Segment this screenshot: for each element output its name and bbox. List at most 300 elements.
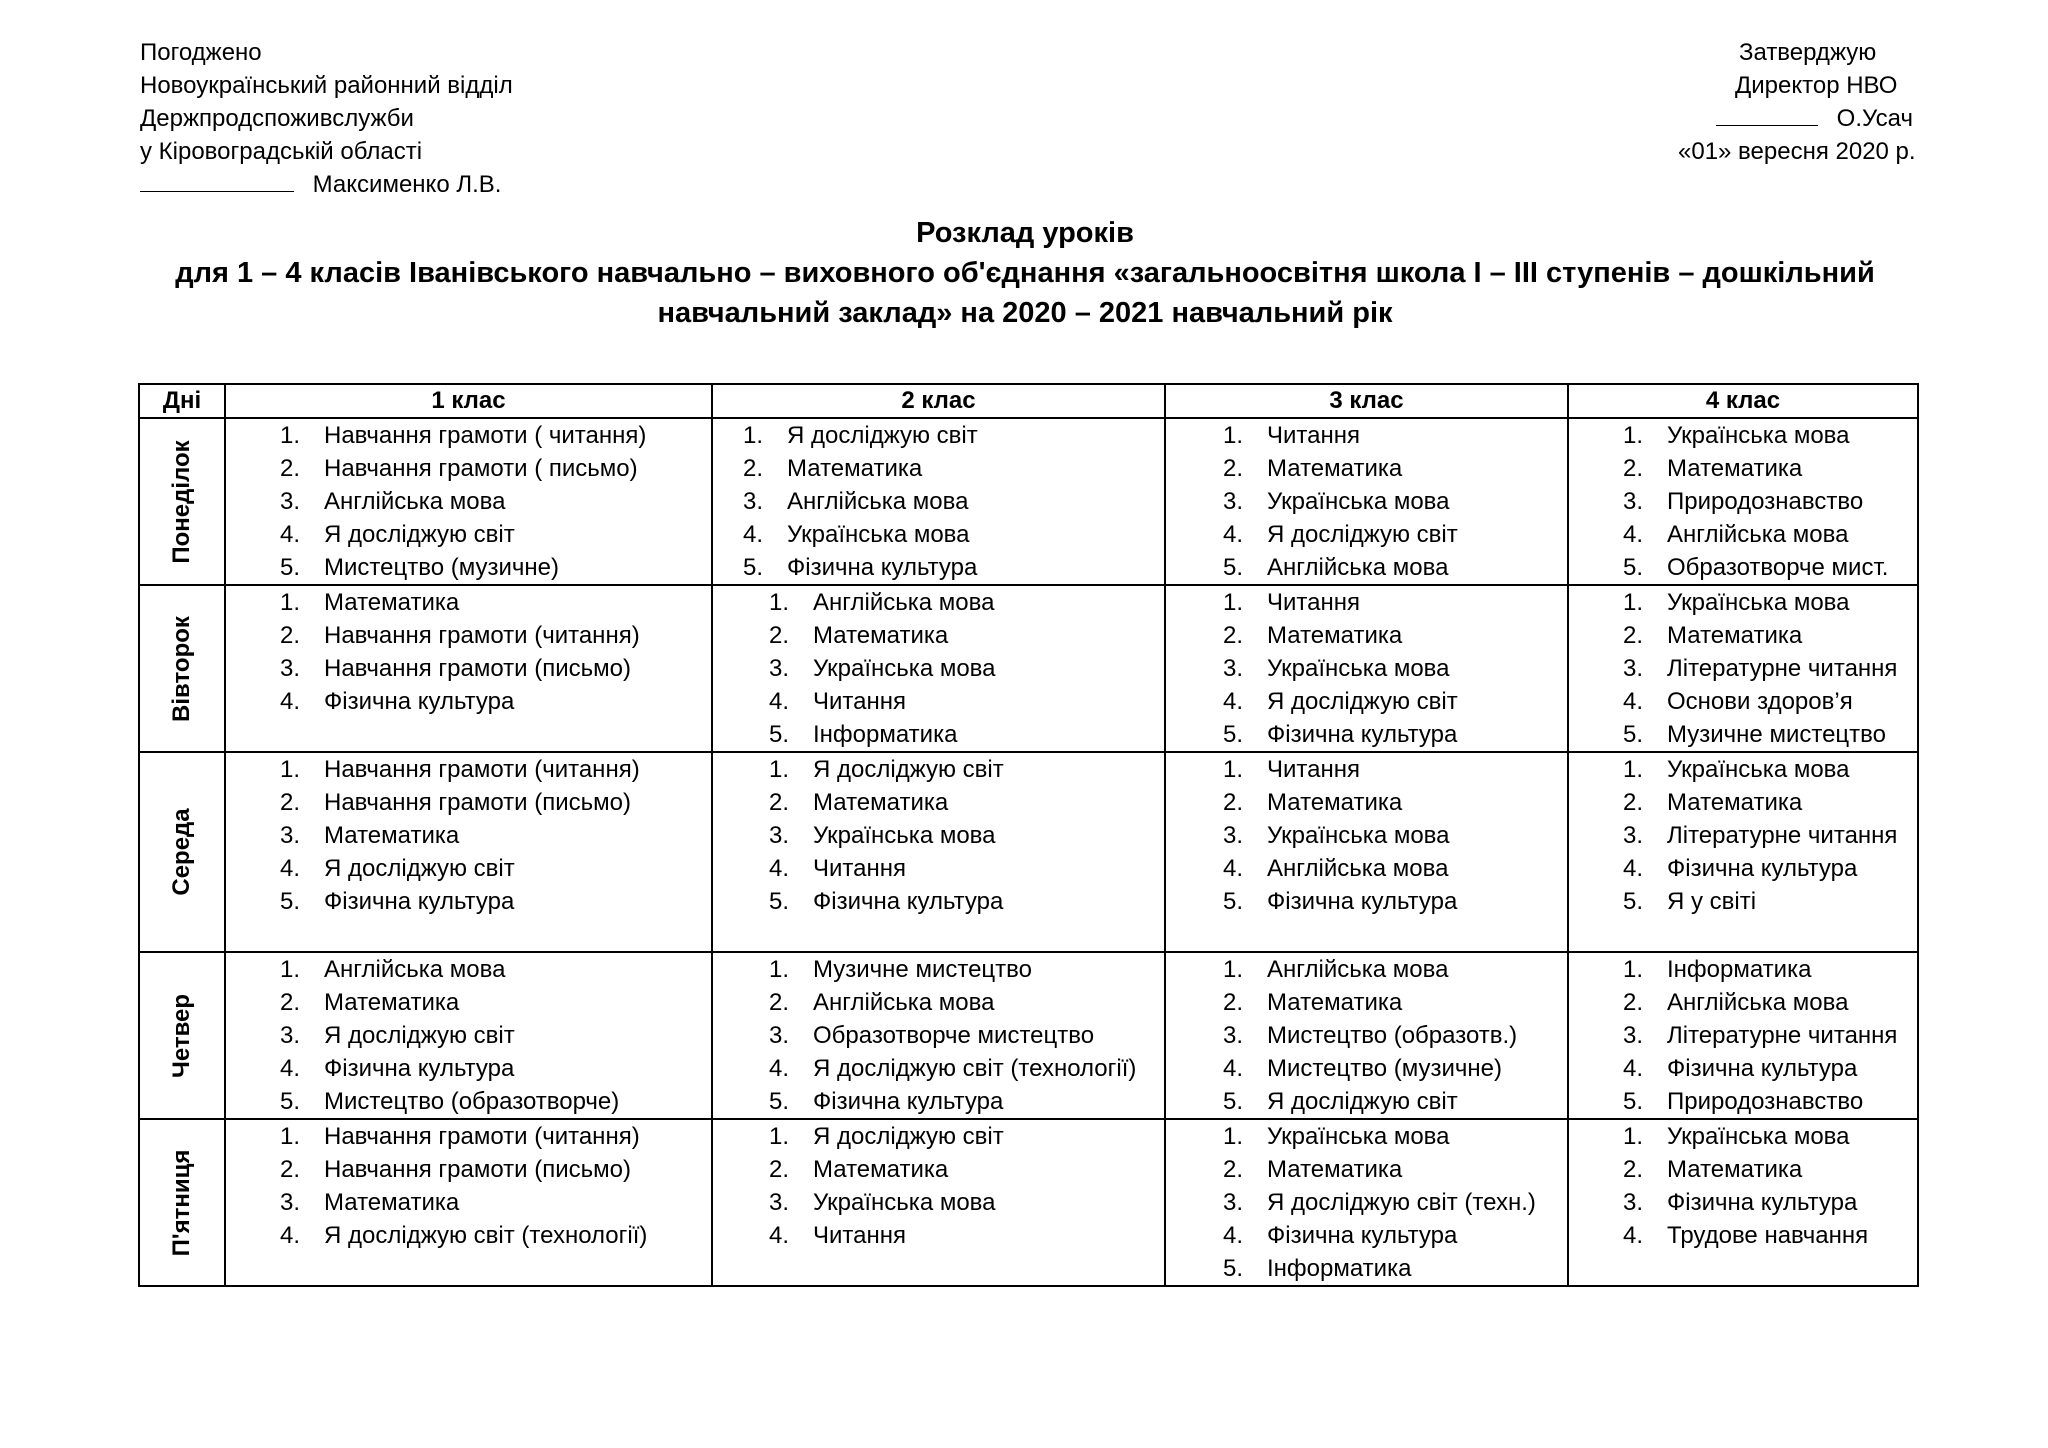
lesson-item: [1166, 685, 1567, 718]
lesson-item: [1569, 718, 1917, 751]
lesson-subject: Я досліджую світ: [787, 422, 978, 449]
lesson-subject: Англійська мова: [1667, 989, 1849, 1016]
lesson-number: 3.: [1623, 1189, 1644, 1216]
lesson-number: 2.: [1223, 1156, 1244, 1183]
lesson-subject: Математика: [324, 822, 460, 849]
lesson-number: 4.: [1223, 1055, 1244, 1082]
lesson-number: 5.: [1623, 888, 1644, 915]
lesson-item: [1166, 1019, 1567, 1052]
class-2-cell: [712, 418, 1165, 585]
lesson-item: [226, 619, 711, 652]
lesson-subject: Читання: [1267, 422, 1360, 449]
lesson-item: [713, 1019, 1164, 1052]
lesson-subject: Математика: [324, 989, 460, 1016]
class-2-cell: [712, 585, 1165, 752]
lesson-subject: Мистецтво (музичне): [1267, 1055, 1502, 1082]
class-4-cell: [1568, 752, 1918, 952]
lesson-number: 5.: [1223, 721, 1244, 748]
lesson-item: [713, 1219, 1164, 1252]
lesson-subject: Я досліджую світ: [324, 1022, 515, 1049]
lesson-subject: Математика: [324, 1189, 460, 1216]
lesson-number: 3.: [280, 822, 301, 849]
lesson-item: [713, 753, 1164, 786]
lesson-subject: Я досліджую світ: [324, 855, 515, 882]
lesson-item: [1569, 518, 1917, 551]
day-label: Четвер: [168, 993, 195, 1078]
lesson-number: 1.: [280, 956, 301, 983]
header-class-1: 1 клас: [225, 384, 712, 418]
lesson-item: [1569, 852, 1917, 885]
lesson-item: [226, 819, 711, 852]
lesson-number: 2.: [769, 622, 790, 649]
lesson-item: [226, 852, 711, 885]
lesson-item: [1166, 718, 1567, 751]
director-signer: О.Усач: [1836, 105, 1913, 132]
lesson-subject: Навчання грамоти (читання): [324, 756, 640, 783]
day-label: Понеділок: [168, 439, 195, 564]
lesson-subject: Українська мова: [1267, 822, 1450, 849]
lesson-number: 3.: [769, 1022, 790, 1049]
lesson-subject: Українська мова: [1667, 1123, 1850, 1150]
lesson-number: 3.: [769, 1189, 790, 1216]
lesson-subject: Українська мова: [1267, 1123, 1450, 1150]
lesson-number: 5.: [743, 554, 764, 581]
lesson-item: [1166, 1153, 1567, 1186]
lesson-subject: Фізична культура: [813, 1088, 1004, 1115]
lesson-number: 3.: [1223, 1189, 1244, 1216]
lesson-subject: Природознавство: [1667, 488, 1864, 515]
lesson-item: [713, 1186, 1164, 1219]
lesson-item: [226, 652, 711, 685]
lesson-number: 1.: [769, 1123, 790, 1150]
lesson-item: [1166, 419, 1567, 452]
lesson-number: 4.: [769, 688, 790, 715]
lesson-item: [1166, 1120, 1567, 1153]
lesson-subject: Я досліджую світ: [1267, 521, 1458, 548]
lesson-subject: Математика: [1267, 1156, 1403, 1183]
header-class-2: 2 клас: [712, 384, 1165, 418]
lesson-number: 2.: [280, 455, 301, 482]
lesson-number: 4.: [280, 688, 301, 715]
lesson-subject: Інформатика: [1267, 1255, 1412, 1282]
lesson-number: 4.: [1223, 688, 1244, 715]
lesson-number: 2.: [280, 1156, 301, 1183]
approval-block-right: [1660, 36, 1924, 168]
lesson-item: [1569, 1019, 1917, 1052]
lesson-number: 3.: [1223, 1022, 1244, 1049]
class-1-cell: [225, 1119, 712, 1286]
lesson-item: [1166, 619, 1567, 652]
lesson-subject: Музичне мистецтво: [1667, 721, 1886, 748]
lesson-number: 4.: [280, 855, 301, 882]
lesson-number: 4.: [1623, 1055, 1644, 1082]
lesson-number: 4.: [1223, 1222, 1244, 1249]
lesson-item: [226, 586, 711, 619]
lesson-item: [713, 551, 1164, 584]
lesson-subject: Фізична культура: [1667, 1055, 1858, 1082]
lesson-item: [226, 518, 711, 551]
lesson-number: 5.: [769, 888, 790, 915]
lesson-number: 3.: [769, 822, 790, 849]
lesson-number: 2.: [769, 989, 790, 1016]
lesson-subject: Фізична культура: [324, 888, 515, 915]
lesson-item: [1166, 586, 1567, 619]
lesson-subject: Українська мова: [787, 521, 970, 548]
lesson-number: 3.: [1623, 488, 1644, 515]
lesson-item: [226, 419, 711, 452]
lesson-item: [226, 1219, 711, 1252]
lesson-number: 3.: [1223, 822, 1244, 849]
lesson-number: 1.: [1623, 956, 1644, 983]
lesson-subject: Фізична культура: [1667, 1189, 1858, 1216]
approval-service: Держпродспоживслужби: [140, 105, 414, 132]
lesson-number: 2.: [280, 622, 301, 649]
lesson-subject: Я досліджую світ (технології): [813, 1055, 1137, 1082]
class-3-cell: [1165, 585, 1568, 752]
lesson-item: [226, 786, 711, 819]
lesson-subject: Навчання грамоти (читання): [324, 622, 640, 649]
signature-line: [140, 171, 294, 192]
lesson-item: [226, 551, 711, 584]
lesson-item: [1166, 518, 1567, 551]
lesson-item: [713, 619, 1164, 652]
lesson-item: [1569, 1120, 1917, 1153]
class-2-cell: [712, 752, 1165, 952]
lesson-subject: Математика: [1267, 789, 1403, 816]
lesson-number: 5.: [1223, 554, 1244, 581]
class-4-cell: [1568, 585, 1918, 752]
class-3-cell: [1165, 418, 1568, 585]
lesson-number: 4.: [1623, 688, 1644, 715]
lesson-item: [226, 986, 711, 1019]
lesson-number: 1.: [280, 756, 301, 783]
lesson-subject: Математика: [1667, 622, 1803, 649]
lesson-number: 1.: [280, 589, 301, 616]
title-line-1: Розклад уроків: [916, 217, 1134, 249]
lesson-item: [226, 1120, 711, 1153]
lesson-item: [713, 1085, 1164, 1118]
lesson-item: [1569, 885, 1917, 918]
day-cell: [139, 585, 225, 752]
lesson-number: 2.: [280, 789, 301, 816]
lesson-item: [1166, 1085, 1567, 1118]
approval-label: Погоджено: [140, 39, 262, 66]
approval-signature-row: [140, 168, 513, 201]
lesson-number: 4.: [280, 1222, 301, 1249]
header-days: Дні: [139, 384, 225, 418]
lesson-item: [1166, 819, 1567, 852]
lesson-item: [1569, 1085, 1917, 1118]
header-class-3: 3 клас: [1165, 384, 1568, 418]
lesson-subject: Математика: [1267, 455, 1403, 482]
lesson-item: [713, 452, 1164, 485]
day-label: Вівторок: [168, 615, 195, 722]
lesson-number: 4.: [280, 1055, 301, 1082]
lesson-subject: Читання: [813, 688, 906, 715]
lesson-number: 4.: [769, 1222, 790, 1249]
lesson-number: 2.: [1623, 1156, 1644, 1183]
lesson-item: [1569, 419, 1917, 452]
lesson-item: [1166, 1252, 1567, 1285]
lesson-subject: Читання: [1267, 756, 1360, 783]
lesson-item: [1569, 819, 1917, 852]
lesson-subject: Українська мова: [1267, 655, 1450, 682]
lesson-item: [226, 753, 711, 786]
lesson-item: [1569, 619, 1917, 652]
lesson-number: 5.: [1623, 554, 1644, 581]
approval-signer: Максименко Л.В.: [312, 171, 502, 198]
lesson-item: [1569, 986, 1917, 1019]
lesson-number: 2.: [1623, 789, 1644, 816]
lesson-number: 3.: [280, 488, 301, 515]
lesson-number: 5.: [769, 1088, 790, 1115]
lesson-subject: Українська мова: [1267, 488, 1450, 515]
lesson-subject: Образотворче мист.: [1667, 554, 1889, 581]
lesson-subject: Образотворче мистецтво: [813, 1022, 1095, 1049]
lesson-number: 4.: [1223, 855, 1244, 882]
lesson-subject: Англійська мова: [324, 956, 506, 983]
lesson-item: [226, 452, 711, 485]
lesson-item: [713, 1052, 1164, 1085]
lesson-item: [1569, 586, 1917, 619]
title-line-3: навчальний заклад» на 2020 – 2021 навчальний рік: [657, 297, 1393, 329]
lesson-subject: Я досліджую світ (технології): [324, 1222, 648, 1249]
lesson-number: 5.: [280, 554, 301, 581]
lesson-number: 3.: [1623, 655, 1644, 682]
lesson-subject: Навчання грамоти (письмо): [324, 655, 631, 682]
lesson-subject: Англійська мова: [1667, 521, 1849, 548]
approval-date: «01» вересня 2020 р.: [1678, 138, 1916, 165]
class-3-cell: [1165, 952, 1568, 1119]
day-label: Середа: [168, 808, 195, 896]
lesson-subject: Інформатика: [813, 721, 958, 748]
header-row: [139, 384, 1918, 418]
schedule-table: [138, 383, 1919, 1287]
lesson-number: 3.: [1623, 1022, 1644, 1049]
lesson-number: 1.: [280, 1123, 301, 1150]
lesson-subject: Навчання грамоти ( читання): [324, 422, 647, 449]
lesson-number: 1.: [1623, 756, 1644, 783]
lesson-subject: Читання: [1267, 589, 1360, 616]
lesson-item: [226, 1019, 711, 1052]
director-signature-row: [1660, 102, 1924, 135]
lesson-number: 1.: [1223, 756, 1244, 783]
lesson-subject: Фізична культура: [324, 1055, 515, 1082]
lesson-number: 1.: [1223, 589, 1244, 616]
lesson-number: 1.: [1623, 1123, 1644, 1150]
approval-department: Новоукраїнський районний відділ: [140, 72, 513, 99]
lesson-subject: Математика: [787, 455, 923, 482]
lesson-subject: Навчання грамоти ( письмо): [324, 455, 638, 482]
lesson-subject: Фізична культура: [1267, 888, 1458, 915]
lesson-subject: Навчання грамоти (письмо): [324, 1156, 631, 1183]
lesson-subject: Навчання грамоти (читання): [324, 1123, 640, 1150]
approval-block-left: [140, 36, 513, 201]
lesson-item: [1166, 786, 1567, 819]
lesson-subject: Фізична культура: [813, 888, 1004, 915]
lesson-item: [1569, 1186, 1917, 1219]
lesson-number: 3.: [280, 1022, 301, 1049]
lesson-subject: Українська мова: [813, 1189, 996, 1216]
lesson-subject: Англійська мова: [1267, 554, 1449, 581]
lesson-subject: Я досліджую світ: [813, 1123, 1004, 1150]
lesson-number: 5.: [1223, 1255, 1244, 1282]
lesson-subject: Мистецтво (образотворче): [324, 1088, 620, 1115]
lesson-subject: Читання: [813, 855, 906, 882]
class-1-cell: [225, 585, 712, 752]
lesson-item: [1569, 685, 1917, 718]
lesson-subject: Українська мова: [1667, 422, 1850, 449]
day-cell: [139, 1119, 225, 1286]
lesson-subject: Я досліджую світ (техн.): [1267, 1189, 1536, 1216]
lesson-item: [1569, 1052, 1917, 1085]
class-1-cell: [225, 952, 712, 1119]
day-row: [139, 585, 1918, 752]
lesson-subject: Читання: [813, 1222, 906, 1249]
lesson-subject: Інформатика: [1667, 956, 1812, 983]
lesson-number: 2.: [1223, 622, 1244, 649]
lesson-number: 3.: [280, 1189, 301, 1216]
lesson-number: 2.: [1223, 455, 1244, 482]
lesson-item: [713, 786, 1164, 819]
lesson-subject: Літературне читання: [1667, 1022, 1898, 1049]
lesson-item: [1166, 986, 1567, 1019]
class-3-cell: [1165, 752, 1568, 952]
lesson-item: [713, 852, 1164, 885]
lesson-number: 2.: [743, 455, 764, 482]
lesson-subject: Музичне мистецтво: [813, 956, 1032, 983]
lesson-item: [713, 819, 1164, 852]
lesson-number: 5.: [1223, 888, 1244, 915]
lesson-item: [1569, 953, 1917, 986]
day-row: [139, 1119, 1918, 1286]
lesson-item: [713, 419, 1164, 452]
lesson-item: [713, 586, 1164, 619]
lesson-subject: Природознавство: [1667, 1088, 1864, 1115]
lesson-subject: Літературне читання: [1667, 655, 1898, 682]
class-2-cell: [712, 952, 1165, 1119]
lesson-item: [226, 1052, 711, 1085]
day-row: [139, 952, 1918, 1119]
lesson-number: 1.: [769, 756, 790, 783]
lesson-number: 1.: [1623, 422, 1644, 449]
lesson-subject: Математика: [813, 789, 949, 816]
approval-region: у Кіровоградській області: [140, 138, 423, 165]
lesson-subject: Англійська мова: [787, 488, 969, 515]
lesson-item: [226, 685, 711, 718]
lesson-subject: Фізична культура: [324, 688, 515, 715]
lesson-number: 1.: [280, 422, 301, 449]
lesson-subject: Математика: [813, 1156, 949, 1183]
lesson-number: 3.: [1223, 488, 1244, 515]
lesson-subject: Я досліджую світ: [813, 756, 1004, 783]
lesson-subject: Українська мова: [1667, 589, 1850, 616]
lesson-subject: Я досліджую світ: [1267, 1088, 1458, 1115]
lesson-number: 5.: [280, 888, 301, 915]
class-1-cell: [225, 752, 712, 952]
lesson-subject: Мистецтво (музичне): [324, 554, 559, 581]
lesson-item: [1166, 1052, 1567, 1085]
lesson-number: 3.: [1623, 822, 1644, 849]
lesson-subject: Математика: [324, 589, 460, 616]
lesson-subject: Математика: [1667, 455, 1803, 482]
lesson-number: 3.: [280, 655, 301, 682]
lesson-subject: Математика: [1267, 989, 1403, 1016]
lesson-number: 2.: [769, 789, 790, 816]
lesson-item: [1569, 1153, 1917, 1186]
lesson-number: 5.: [1223, 1088, 1244, 1115]
lesson-subject: Математика: [1667, 789, 1803, 816]
lesson-number: 2.: [1223, 989, 1244, 1016]
lesson-number: 4.: [743, 521, 764, 548]
lesson-subject: Математика: [1667, 1156, 1803, 1183]
day-cell: [139, 952, 225, 1119]
lesson-item: [226, 485, 711, 518]
lesson-item: [1569, 452, 1917, 485]
lesson-item: [1166, 652, 1567, 685]
lesson-item: [713, 685, 1164, 718]
lesson-subject: Українська мова: [813, 655, 996, 682]
lesson-item: [1166, 452, 1567, 485]
lesson-item: [713, 953, 1164, 986]
confirm-label: Затверджую: [1739, 39, 1877, 66]
lesson-item: [713, 1120, 1164, 1153]
signature-line: [1716, 105, 1818, 126]
day-row: [139, 418, 1918, 585]
day-row: [139, 752, 1918, 952]
lesson-item: [1569, 652, 1917, 685]
lesson-number: 2.: [1623, 989, 1644, 1016]
class-4-cell: [1568, 418, 1918, 585]
lesson-subject: Українська мова: [1667, 756, 1850, 783]
lesson-number: 4.: [1223, 521, 1244, 548]
lesson-item: [1166, 953, 1567, 986]
lesson-item: [713, 652, 1164, 685]
lesson-number: 2.: [769, 1156, 790, 1183]
lesson-item: [1569, 551, 1917, 584]
lesson-subject: Англійська мова: [1267, 956, 1449, 983]
lesson-number: 4.: [1623, 1222, 1644, 1249]
lesson-item: [226, 953, 711, 986]
lesson-item: [713, 485, 1164, 518]
lesson-item: [1166, 551, 1567, 584]
lesson-subject: Фізична культура: [1667, 855, 1858, 882]
lesson-item: [226, 1186, 711, 1219]
lesson-item: [1569, 786, 1917, 819]
lesson-number: 2.: [1623, 455, 1644, 482]
lesson-subject: Фізична культура: [1267, 721, 1458, 748]
day-cell: [139, 752, 225, 952]
lesson-item: [1569, 1219, 1917, 1252]
lesson-subject: Англійська мова: [813, 589, 995, 616]
class-1-cell: [225, 418, 712, 585]
lesson-item: [1569, 753, 1917, 786]
lesson-number: 4.: [769, 855, 790, 882]
lesson-item: [713, 518, 1164, 551]
lesson-item: [1166, 1219, 1567, 1252]
lesson-number: 5.: [1623, 1088, 1644, 1115]
lesson-number: 1.: [743, 422, 764, 449]
lesson-number: 1.: [1223, 956, 1244, 983]
lesson-item: [1166, 885, 1567, 918]
lesson-subject: Українська мова: [813, 822, 996, 849]
lesson-subject: Я у світі: [1667, 888, 1757, 915]
lesson-subject: Англійська мова: [324, 488, 506, 515]
lesson-subject: Фізична культура: [787, 554, 978, 581]
lesson-number: 5.: [280, 1088, 301, 1115]
lesson-number: 2.: [1623, 622, 1644, 649]
lesson-subject: Літературне читання: [1667, 822, 1898, 849]
